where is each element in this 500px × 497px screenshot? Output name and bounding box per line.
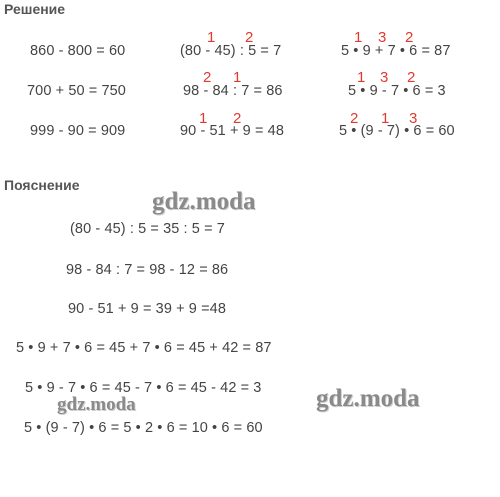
watermark: gdz.moda [57,394,136,415]
order-mark: 3 [380,69,389,86]
explanation-line-5: 5 • 9 - 7 • 6 = 45 - 7 • 6 = 45 - 42 = 3 [25,380,262,396]
order-mark: 2 [350,110,359,127]
order-mark: 1 [357,69,366,86]
order-mark: 3 [378,29,387,46]
order-mark: 3 [409,110,418,127]
solution-r2c1: 700 + 50 = 750 [27,83,126,99]
order-mark: 1 [354,29,363,46]
solution-r2c3: 5 • 9 - 7 • 6 = 3 [348,83,446,99]
order-mark: 1 [233,69,242,86]
order-mark: 2 [233,110,242,127]
solution-r2c2: 98 - 84 : 7 = 86 [183,83,283,99]
explanation-heading: Пояснение [4,177,80,193]
solution-r3c2: 90 - 51 + 9 = 48 [180,123,284,139]
explanation-line-2: 98 - 84 : 7 = 98 - 12 = 86 [66,262,229,278]
solution-r1c3: 5 • 9 + 7 • 6 = 87 [341,43,451,59]
solution-r1c1: 860 - 800 = 60 [30,43,126,59]
explanation-line-4: 5 • 9 + 7 • 6 = 45 + 7 • 6 = 45 + 42 = 87 [16,340,272,356]
order-mark: 1 [207,29,216,46]
watermark: gdz.moda [316,385,420,412]
watermark: gdz.moda [152,188,256,215]
order-mark: 2 [245,29,254,46]
order-mark: 2 [407,69,416,86]
explanation-line-3: 90 - 51 + 9 = 39 + 9 =48 [68,301,226,317]
order-mark: 2 [405,29,414,46]
solution-r1c2: (80 - 45) : 5 = 7 [180,43,282,59]
explanation-line-1: (80 - 45) : 5 = 35 : 5 = 7 [70,221,225,237]
order-mark: 2 [203,69,212,86]
explanation-line-6: 5 • (9 - 7) • 6 = 5 • 2 • 6 = 10 • 6 = 60 [24,420,263,436]
order-mark: 1 [199,110,208,127]
solution-heading: Решение [4,1,66,17]
solution-r3c1: 999 - 90 = 909 [30,123,126,139]
solution-r3c3: 5 • (9 - 7) • 6 = 60 [339,123,455,139]
order-mark: 1 [381,110,390,127]
